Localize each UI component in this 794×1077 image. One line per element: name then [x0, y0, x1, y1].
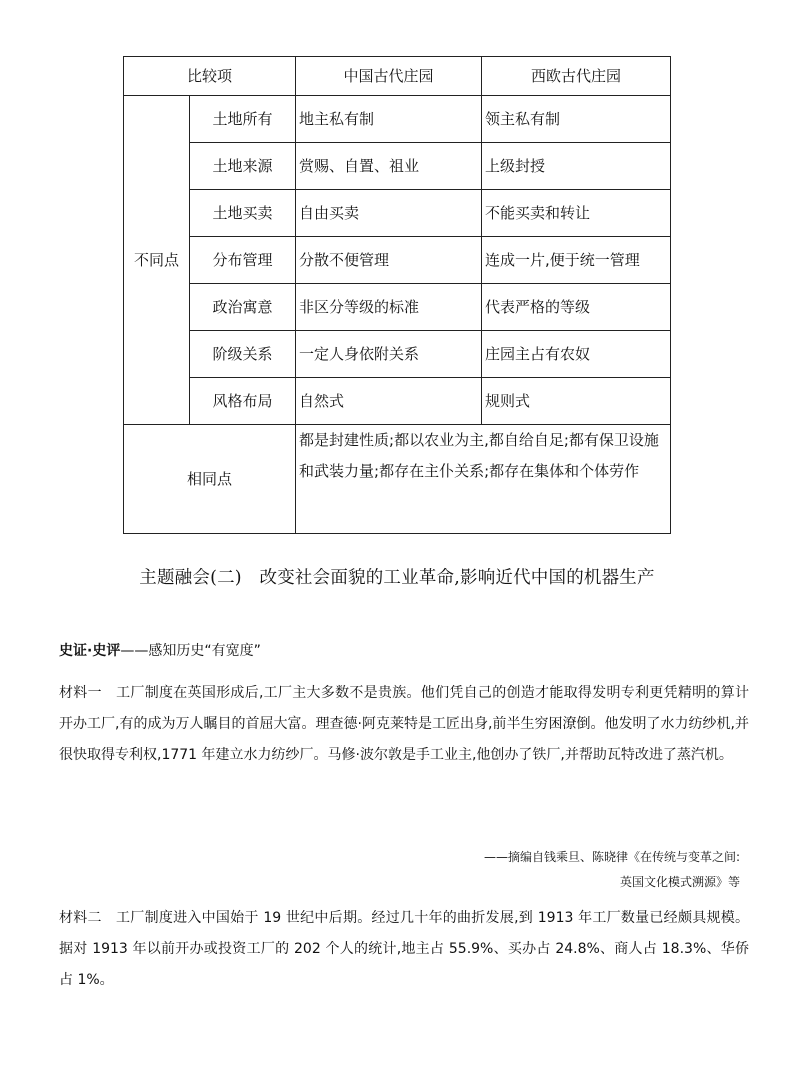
material-one-source-line1: ——摘编自钱乘旦、陈晓律《在传统与变革之间:: [483, 850, 740, 864]
same-label: 相同点: [124, 425, 296, 534]
table-header-row: [124, 57, 671, 96]
china-cell: 分散不便管理: [296, 237, 482, 284]
header-china-manor: 中国古代庄园: [296, 57, 482, 96]
china-cell: 自由买卖: [296, 190, 482, 237]
material-one-source-line2: 英国文化模式溯源》等: [619, 875, 740, 889]
row-item: 政治寓意: [190, 284, 296, 331]
table-row-same: [124, 425, 671, 534]
header-europe-manor: 西欧古代庄园: [482, 57, 671, 96]
table-row: [124, 143, 671, 190]
europe-cell: 领主私有制: [482, 96, 671, 143]
europe-cell: 庄园主占有农奴: [482, 331, 671, 378]
europe-cell: 上级封授: [482, 143, 671, 190]
material-one-paragraph: 材料一 工厂制度在英国形成后,工厂主大多数不是贵族。他们凭自己的创造才能取得发明专利更凭精明的算计开办工厂,有的成为万人瞩目的首屈大富。理查德·阿克莱特是工匠出身,前半生穷困潦倒。他发明了水力纺纱机,并很快取得专利权,1771 年建立水力纺纱厂。马修·波尔敦是手工业主,他创办了铁厂,并帮助瓦特改进了蒸汽机。: [59, 685, 749, 763]
comparison-table: [123, 56, 671, 534]
europe-cell: 代表严格的等级: [482, 284, 671, 331]
row-item: 阶级关系: [190, 331, 296, 378]
china-cell: 地主私有制: [296, 96, 482, 143]
europe-cell: 不能买卖和转让: [482, 190, 671, 237]
table-row: [124, 331, 671, 378]
europe-cell: 规则式: [482, 378, 671, 425]
diff-label: 不同点: [124, 96, 190, 425]
section-title: 主题融会(二) 改变社会面貌的工业革命,影响近代中国的机器生产: [139, 568, 655, 588]
china-cell: 自然式: [296, 378, 482, 425]
row-item: 风格布局: [190, 378, 296, 425]
row-item: 分布管理: [190, 237, 296, 284]
table-row: [124, 378, 671, 425]
table-row: [124, 237, 671, 284]
same-text-cell: 都是封建性质;都以农业为主,都自给自足;都有保卫设施和武装力量;都存在主仆关系;都存在集体和个体劳作: [296, 425, 671, 534]
material-two-paragraph: 材料二 工厂制度进入中国始于 19 世纪中后期。经过几十年的曲折发展,到 1913 年工厂数量已经颇具规模。据对 1913 年以前开办或投资工厂的 202 个人的统计,地主占 55.9%、买办占 24.8%、商人占 18.3%、华侨占 1%。: [59, 910, 749, 988]
sub-heading-bold: 史证·史评: [59, 643, 121, 659]
china-cell: 赏赐、自置、祖业: [296, 143, 482, 190]
europe-cell: 连成一片,便于统一管理: [482, 237, 671, 284]
sub-heading-rest: ——感知历史“有宽度”: [120, 643, 261, 659]
china-cell: 非区分等级的标准: [296, 284, 482, 331]
header-compare-item: 比较项: [124, 57, 296, 96]
table-row: [124, 190, 671, 237]
table-row: [124, 284, 671, 331]
china-cell: 一定人身依附关系: [296, 331, 482, 378]
table-row: [124, 96, 671, 143]
sub-heading: [59, 640, 261, 660]
row-item: 土地来源: [190, 143, 296, 190]
row-item: 土地买卖: [190, 190, 296, 237]
row-item: 土地所有: [190, 96, 296, 143]
